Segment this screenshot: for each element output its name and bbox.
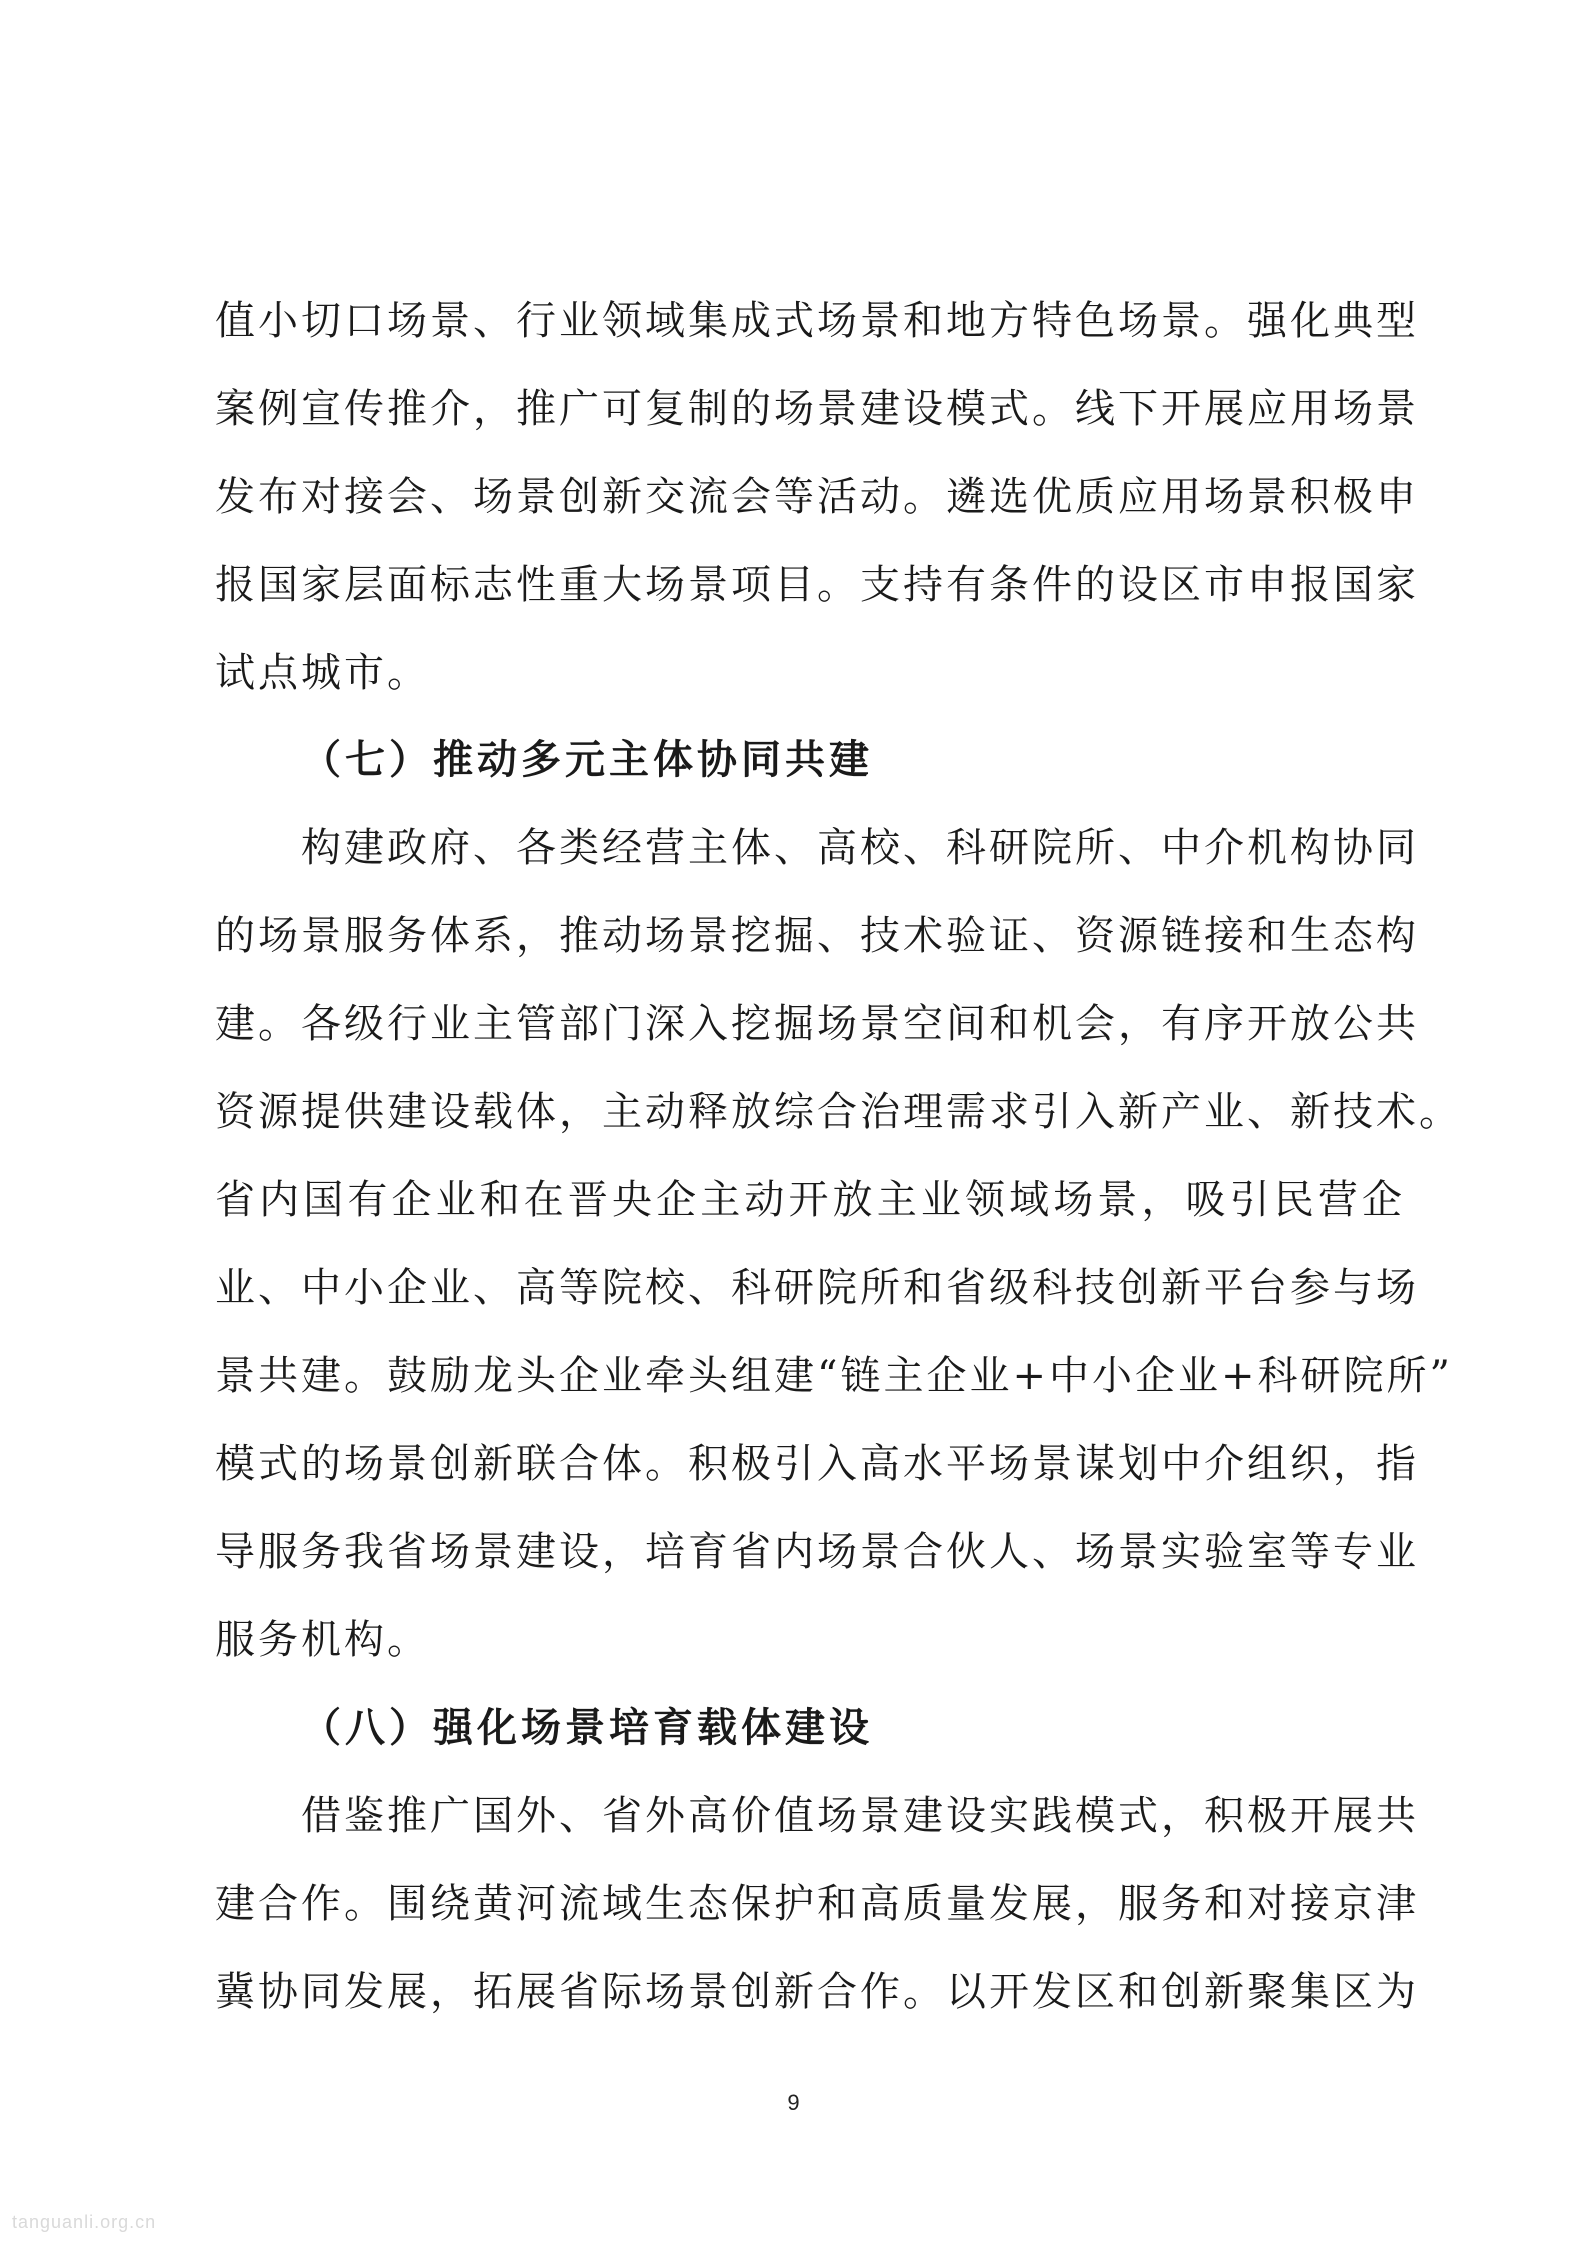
section-heading: （八）强化场景培育载体建设 [301,1704,873,1751]
body-text-line: 冀协同发展，拓展省际场景创新合作。以开发区和创新聚集区为 [215,1969,1419,2015]
body-text-line: 发布对接会、场景创新交流会等活动。遴选优质应用场景积极申 [215,474,1419,520]
section-heading: （七）推动多元主体协同共建 [301,736,873,783]
body-text-line: 构建政府、各类经营主体、高校、科研院所、中介机构协同 [301,825,1419,871]
page-number: 9 [787,2090,800,2115]
body-text-line: 试点城市。 [215,650,430,696]
body-text-line: 借鉴推广国外、省外高价值场景建设实践模式，积极开展共 [301,1793,1419,1839]
body-text-line: 建。各级行业主管部门深入挖掘场景空间和机会，有序开放公共 [215,1001,1419,1047]
body-text-line: 服务机构。 [215,1617,430,1663]
body-text-line: 资源提供建设载体，主动释放综合治理需求引入新产业、新技术。 [215,1089,1462,1135]
body-text-line: 报国家层面标志性重大场景项目。支持有条件的设区市申报国家 [215,562,1419,608]
body-text-line: 值小切口场景、行业领域集成式场景和地方特色场景。强化典型 [215,298,1419,344]
body-text-line: 案例宣传推介，推广可复制的场景建设模式。线下开展应用场景 [215,386,1419,432]
body-text-line: 建合作。围绕黄河流域生态保护和高质量发展，服务和对接京津 [215,1881,1419,1927]
body-text-line: 的场景服务体系，推动场景挖掘、技术验证、资源链接和生态构 [215,913,1419,959]
body-text-line: 导服务我省场景建设，培育省内场景合伙人、场景实验室等专业 [215,1529,1419,1575]
body-text-line: 省内国有企业和在晋央企主动开放主业领域场景，吸引民营企 [215,1177,1405,1223]
body-text-line: 业、中小企业、高等院校、科研院所和省级科技创新平台参与场 [215,1265,1419,1311]
body-text-line: 模式的场景创新联合体。积极引入高水平场景谋划中介组织，指 [215,1441,1419,1487]
body-text-line: 景共建。鼓励龙头企业牵头组建“链主企业+中小企业+科研院所” [215,1353,1453,1399]
watermark-text: tanguanli.org.cn [12,2212,157,2232]
